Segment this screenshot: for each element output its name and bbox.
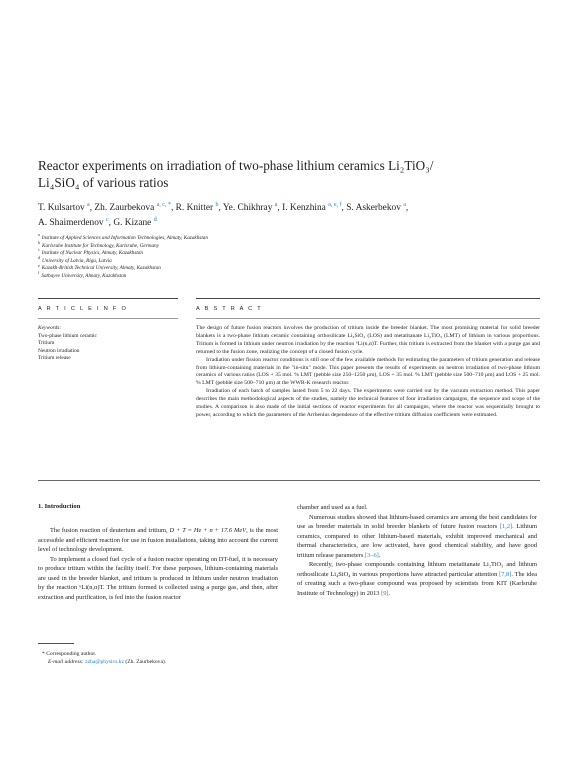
author-affil-link[interactable]: a, c, * [156, 201, 171, 208]
author-name: Zh. Zaurbekova [94, 203, 155, 213]
affiliation-text: Satbayev University, Almaty, Kazakhstan [41, 272, 127, 279]
keywords-title: Keywords: [38, 325, 62, 331]
email-link[interactable]: zzha@physics.kz [85, 659, 124, 665]
author-affil-link[interactable]: a [87, 201, 90, 208]
abstract-heading: A B S T R A C T [196, 306, 263, 312]
footnote [38, 650, 278, 666]
author-affil-link[interactable]: b [215, 201, 219, 208]
affiliation [38, 270, 438, 281]
intro-text: . Lithium ceramics, compared to other lithium-based materials, exhibit improved mechanical and thermal characteristics, are low activated, have good chemical stability, and have good tritium release parameters [297, 523, 537, 559]
affiliation-list [38, 232, 438, 281]
author-name: G. Kizane [113, 218, 152, 228]
corresponding-author-note: * Corresponding author. [42, 651, 97, 657]
author-affil-link[interactable]: a [403, 201, 406, 208]
author-name: T. Kulsartov [38, 203, 85, 213]
abstract-top-rule [196, 298, 540, 299]
intro-right-column [297, 503, 537, 598]
paper-title-line-1: Reactor experiments on irradiation of two-phase lithium ceramics Li₂TiO₃/ [38, 158, 434, 173]
equation: D + T = He + n + 17.6 MeV [169, 527, 247, 534]
abstract-paragraph: The design of future fusion reactors involves the production of tritium inside the breeder blanket. The most promising material for solid breeder blankets is a two-phase lithium ceramic containing orthosilicate Li₄SiO₄ (LOS) and metatitanate Li₂TiO₃ (LMT) of lithium in various proportions. Tritium is formed in lithium under neutron irradiation by the reaction ⁶Li(n,α)T. Further, this tritium is extracted from the blanket with a purge gas and returned to the fusion zone, realizing the concept of a closed fusion cycle. [196, 325, 540, 355]
email-line [38, 658, 278, 666]
citation-link[interactable]: [7,8] [499, 570, 512, 578]
abstract-mid-rule [196, 318, 540, 319]
affiliation-marker: e [38, 262, 40, 268]
abstract-bottom-rule [38, 480, 540, 481]
intro-text: Numerous studies showed that lithium-based ceramics are among the best candidates for use as breeder materials in solid breeder blankets of future fusion reactors [297, 513, 537, 530]
affiliation-text: Kazakh-British Technical University, Almaty, Kazakhstan [41, 265, 161, 272]
article-info-mid-rule [38, 318, 178, 319]
citation-link[interactable]: [1,2] [499, 523, 513, 530]
article-info-heading: A R T I C L E I N F O [38, 306, 128, 312]
author-name: I. Kenzhina [282, 203, 326, 213]
intro-paragraph: To implement a closed fuel cycle of a fusion reactor operating on DT-fuel, it is necessary to produce tritium within the facility itself. For these purposes, lithium-containing materials are used in the breeder blanket, and tritium is produced in lithium under neutron irradiation by the reaction ⁶Li(n,α)T. The tritium formed is collected using a purge gas, and then, after extraction and purification, is fed into the fusion reactor [38, 555, 278, 601]
author-name: R. Knitter [175, 203, 214, 213]
affiliation-marker: a [38, 232, 40, 238]
affiliation-text: Karlsruhe Institute for Technology, Karlsruhe, Germany [42, 242, 159, 249]
author-name: A. Shaimerdenov [38, 218, 104, 228]
paper-title-line-2: Li₄SiO₄ of various ratios [38, 175, 169, 190]
keyword: Neutron irradiation [38, 347, 80, 354]
keyword: Two-phase lithium ceramic [38, 332, 97, 339]
intro-paragraph [297, 560, 537, 598]
intro-left-column [38, 526, 278, 602]
affiliation-marker: f [38, 270, 40, 276]
article-info-top-rule [38, 298, 178, 299]
section-heading-introduction: 1. Introduction [38, 503, 81, 510]
abstract-paragraph: Irradiation of each batch of samples lasted from 5 to 22 days. The experiments were carried out by the vacuum extraction method. This paper describes the main methodological aspects of the studies, namely the technical features of four irradiation campaigns, the sequence and scope of the studies. A comparison is also made of the initial sections of reactor experiments for all campaigns, where the reactor was sequentially brought to power, according to which the parameters of the Arrhenius dependence of the effective tritium diffusion coefficients were estimated. [196, 388, 540, 418]
footnote-rule [38, 643, 74, 644]
intro-paragraph [38, 526, 278, 555]
affiliation-text: University of Latvia, Riga, Latvia [42, 257, 112, 264]
author-affil-link[interactable]: c [105, 216, 109, 223]
intro-text: . [388, 589, 391, 597]
author-affil-link[interactable]: d [153, 216, 157, 223]
affiliation [38, 232, 438, 243]
intro-text: The fusion reaction of deuterium and tritium, [50, 527, 170, 534]
intro-text: , is the most accessible and efficient reaction for use in fusion installations, taking into account the current level of technology development. [38, 527, 278, 553]
paper-title [38, 157, 518, 191]
citation-link[interactable]: [9] [381, 589, 389, 597]
intro-text: . The idea of creating such a two-phase compound was proposed by scientists from KIT (Karlsruhe Institute of Technology) in 2013 [297, 570, 537, 597]
author-affil-link[interactable]: a [274, 201, 278, 208]
keyword: Tritium release [38, 355, 71, 362]
abstract-body [196, 325, 540, 420]
affiliation-text: Institute of Nuclear Physics, Almaty, Kazakhstan [41, 250, 143, 257]
affiliation-marker: c [38, 247, 40, 253]
intro-text: Recently, two-phase compounds containing lithium metatitanate Li₂TiO₃ and lithium orthosilicate Li₄SiO₄ in various proportions have attracted particular attention [297, 561, 537, 578]
intro-text: . [378, 551, 381, 559]
affiliation-marker: b [38, 239, 40, 245]
abstract-paragraph: Irradiation under fission reactor conditions is still one of the few available methods for estimating the parameters of tritium generation and release from lithium-containing materials in the "in-situ" mode. This paper presents the results of experiments on neutron irradiation of two-phase lithium ceramics of various ratios (LOS + 35 mol. % LMT (pebble size 250–1250 μm), LOS + 35 mol. % LMT (pebble size 500–710 μm) and LOS + 25 mol. % LMT (pebble size 500–710 μm) at the WWR-K research reactor. [196, 356, 540, 387]
email-suffix: (Zh. Zaurbekova). [123, 659, 167, 665]
intro-paragraph [297, 513, 537, 561]
author-affil-link[interactable]: a, e, f [328, 201, 342, 208]
author-list: T. Kulsartov $^a$, Zh. Zaurbekova $^{a, c, *}$, R. Knitter $^b$, Ye. Chikhray $^a$, I. Kenzhina $^{a, e, f}$, S. Askerbekov $^a$, A. Shaimerdenov $^c$, G. Kizane $^d$ [38, 201, 409, 228]
intro-paragraph: chamber and used as a fuel. [297, 504, 368, 511]
keywords-block [38, 325, 178, 363]
author-name: S. Askerbekov [346, 203, 401, 213]
email-label: E-mail address: [48, 659, 86, 665]
citation-link[interactable]: [3–6] [364, 551, 379, 559]
author-name: Ye. Chikhray [222, 203, 273, 213]
affiliation-text: Institute of Applied Sciences and Information Technologies, Almaty, Kazakhstan [41, 235, 208, 241]
affiliation-marker: d [38, 255, 40, 261]
keyword: Tritium [38, 340, 55, 347]
